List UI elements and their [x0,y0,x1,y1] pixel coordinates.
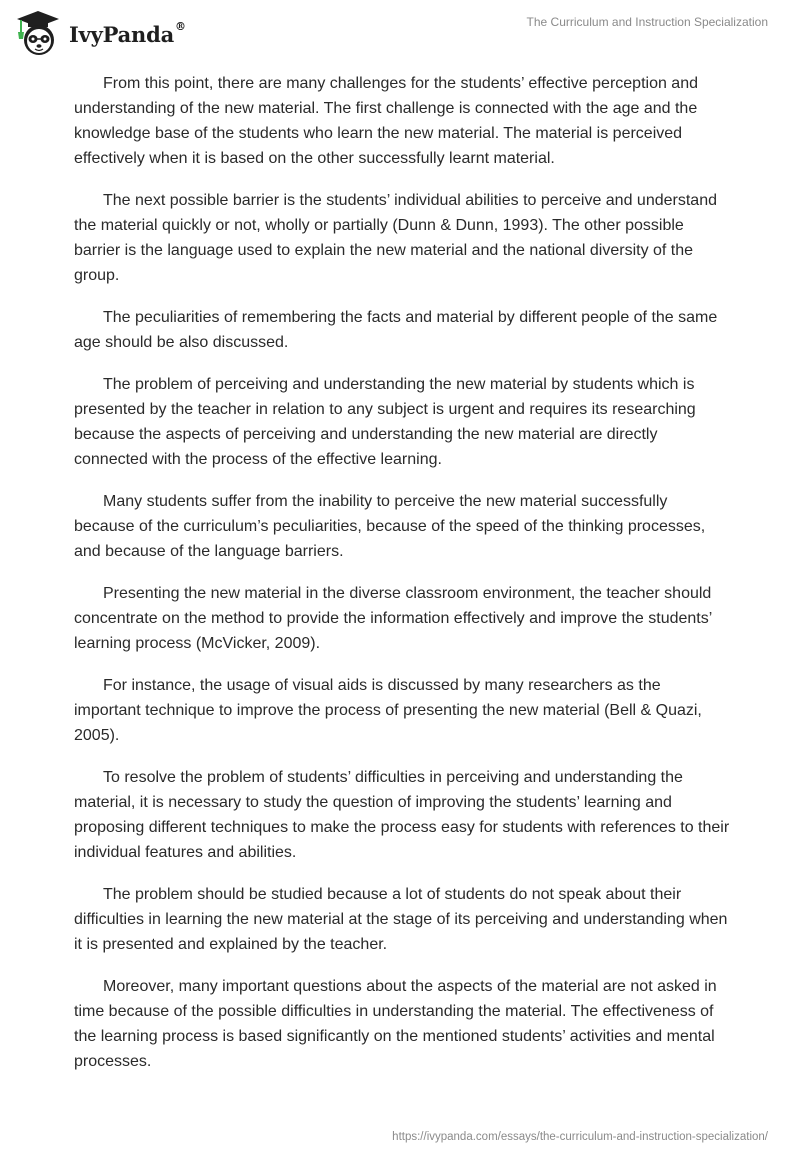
paragraph: Many students suffer from the inability to perceive the new material successfully because of the curriculum’s peculiarities, because of the speed of the thinking processes, and because of the language barriers. [74,493,706,560]
paragraph: Moreover, many important questions about the aspects of the material are not asked in time because of the possible difficulties in understanding the material. The effectiveness of the learning process is based significantly on the mentioned students’ activities and mental processes. [74,978,717,1070]
paragraph: The peculiarities of remembering the facts and material by different people of the same age should be also discussed. [74,309,718,351]
paragraph: The problem should be studied because a lot of students do not speak about their difficulties in learning the new material at the stage of its perceiving and understanding when it is presented and explained by the teacher. [74,886,728,953]
page-header [0,0,800,60]
ivypanda-logo[interactable] [13,8,186,58]
registered-mark: ® [175,19,186,33]
paragraph: Presenting the new material in the diverse classroom environment, the teacher should concentrate on the method to provide the information effectively and improve the students’ learning process (McVicker, 2009). [74,585,712,652]
logo-name: IvyPanda [69,21,175,47]
paragraph: The next possible barrier is the students’ individual abilities to perceive and understand the material quickly or not, wholly or partially (Dunn & Dunn, 1993). The other possible barrier is the language used to explain the new material and the national diversity of the group. [74,192,717,284]
source-url-link[interactable]: https://ivypanda.com/essays/the-curriculum-and-instruction-specialization/ [392,1131,768,1143]
essay-body [74,71,730,1091]
paragraph: The problem of perceiving and understanding the new material by students which is presented by the teacher in relation to any subject is urgent and requires its researching because the aspects of perceiving and understanding the new material are directly connected with the process of the effective learning. [74,376,696,468]
paragraph: From this point, there are many challenges for the students’ effective perception and understanding of the new material. The first challenge is connected with the age and the knowledge base of the students who learn the new material. The material is perceived effectively when it is based on the other successfully learnt material. [74,75,698,167]
document-title: The Curriculum and Instruction Specialization [526,15,768,29]
panda-graduate-icon [13,8,63,58]
paragraph: To resolve the problem of students’ difficulties in perceiving and understanding the material, it is necessary to study the question of improving the students’ learning and proposing different techniques to make the process easy for students with references to their individual features and abilities. [74,769,730,861]
paragraph: For instance, the usage of visual aids is discussed by many researchers as the important technique to improve the process of presenting the new material (Bell & Quazi, 2005). [74,677,702,744]
logo-wordmark [69,19,186,47]
